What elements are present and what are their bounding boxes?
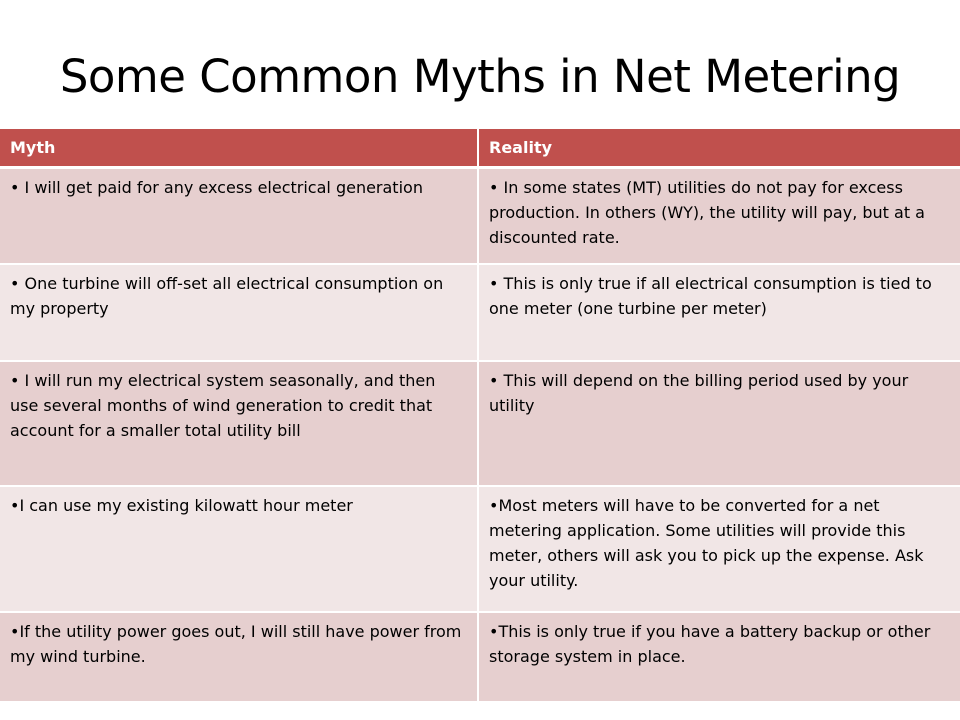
myths-table <box>0 129 960 703</box>
column-header-myth: Myth <box>0 129 478 167</box>
reality-cell: •Most meters will have to be converted for a net metering application. Some utilities will provide this meter, others will ask you to pick up the expense. Ask your utility. <box>478 486 960 612</box>
table-row <box>0 361 960 486</box>
myth-cell: •If the utility power goes out, I will still have power from my wind turbine. <box>0 612 478 702</box>
table-row <box>0 167 960 264</box>
table-row <box>0 264 960 361</box>
reality-cell: • In some states (MT) utilities do not pay for excess production. In others (WY), the utility will pay, but at a discounted rate. <box>478 167 960 264</box>
reality-cell: •This is only true if you have a battery backup or other storage system in place. <box>478 612 960 702</box>
table-row <box>0 486 960 612</box>
table-header-row <box>0 129 960 167</box>
myth-cell: • One turbine will off-set all electrical consumption on my property <box>0 264 478 361</box>
table-row <box>0 612 960 702</box>
myth-cell: • I will run my electrical system seasonally, and then use several months of wind generation to credit that account for a smaller total utility bill <box>0 361 478 486</box>
reality-cell: • This is only true if all electrical consumption is tied to one meter (one turbine per meter) <box>478 264 960 361</box>
slide-title: Some Common Myths in Net Metering <box>59 50 901 103</box>
myth-cell: •I can use my existing kilowatt hour meter <box>0 486 478 612</box>
column-header-reality: Reality <box>478 129 960 167</box>
myth-cell: • I will get paid for any excess electrical generation <box>0 167 478 264</box>
reality-cell: • This will depend on the billing period used by your utility <box>478 361 960 486</box>
